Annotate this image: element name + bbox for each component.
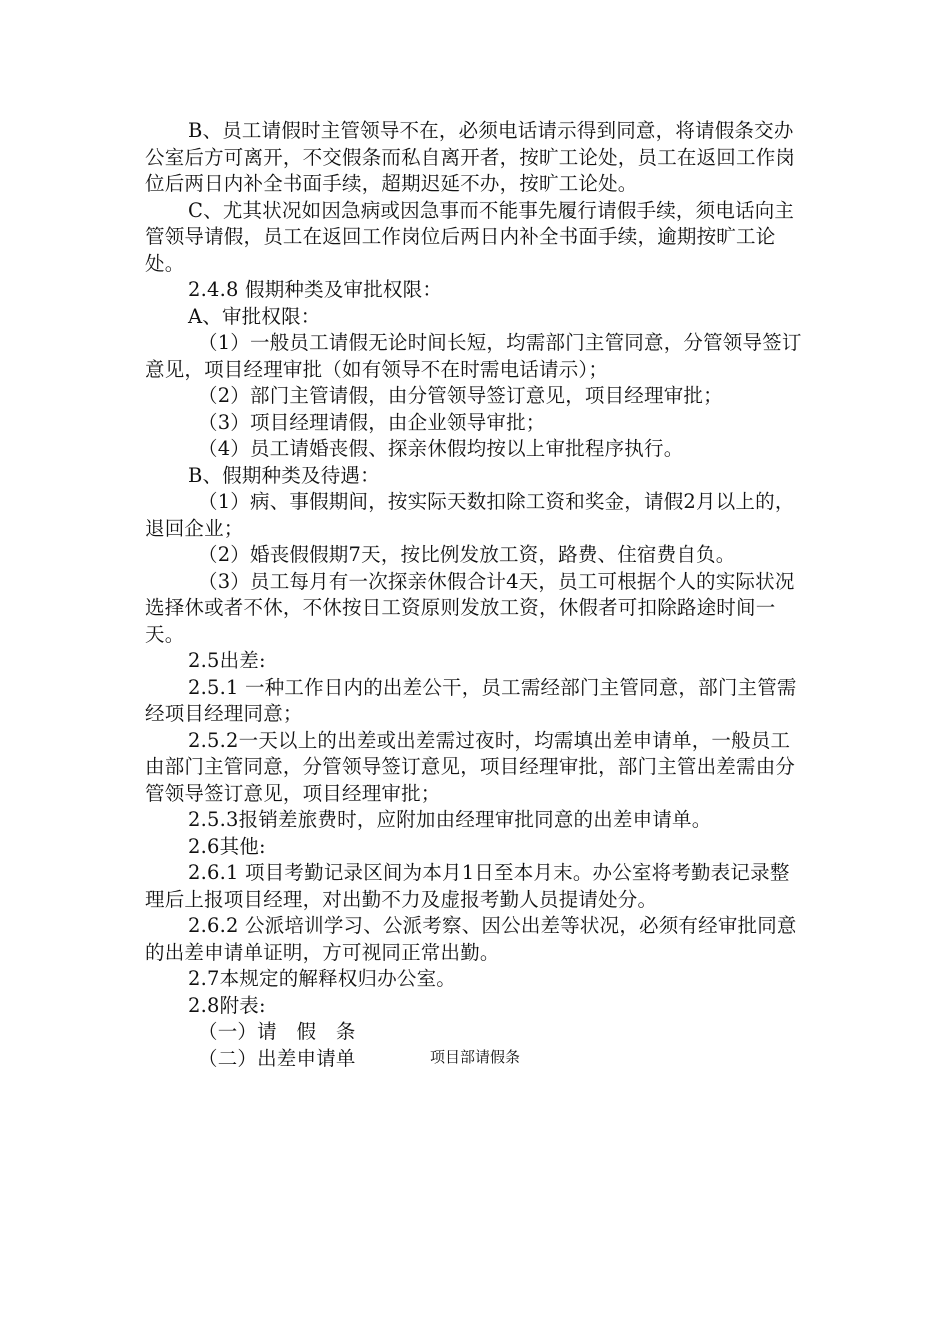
subheading-leave-types: B、假期种类及待遇： (188, 463, 380, 487)
paragraph-b-absent-supervisor: B、员工请假时主管领导不在，必须电话请示得到同意，将请假条交办公室后方可离开，不交假条而私自离开者，按旷工论处，员工在返回工作岗位后两日内补全书面手续，超期迟延不办，按旷工论处。 (145, 119, 796, 195)
document-body (145, 118, 807, 1072)
clause-2-6-1: 2.6.1 项目考勤记录区间为本月1日至本月末。办公室将考勤表记录整理后上报项目经理，对出勤不力及虚报考勤人员提请处分。 (145, 861, 790, 911)
section-heading-2-5: 2.5出差: (188, 649, 266, 672)
leave-type-item-1: （1）病、事假期间，按实际天数扣除工资和奖金，请假2月以上的，退回企业； (145, 490, 795, 540)
clause-2-6-2: 2.6.2 公派培训学习、公派考察、因公出差等状况，必须有经审批同意的出差申请单证明，方可视同正常出勤。 (145, 914, 797, 964)
clause-2-5-3: 2.5.3报销差旅费时，应附加由经理审批同意的出差申请单。 (188, 808, 712, 831)
subheading-approval-authority: A、审批权限： (188, 304, 321, 328)
approval-item-3: （3）项目经理请假，由企业领导审批； (198, 410, 546, 434)
leave-type-item-3: （3）员工每月有一次探亲休假合计4天，员工可根据个人的实际状况选择休或者不休，不休按日工资原则发放工资，休假者可扣除路途时间一天。 (145, 569, 795, 646)
clause-2-7: 2.7本规定的解释权归办公室。 (188, 967, 457, 990)
clause-2-5-2: 2.5.2一天以上的出差或出差需过夜时，均需填出差申请单，一般员工由部门主管同意，分管领导签订意见，项目经理审批，部门主管出差需由分管领导签订意见，项目经理审批； (145, 728, 796, 805)
section-heading-2-4-8: 2.4.8 假期种类及审批权限： (188, 278, 443, 301)
attachment-item-2: （二）出差申请单 (198, 1046, 356, 1070)
paragraph-c-emergency-leave: C、尤其状况如因急病或因急事而不能事先履行请假手续，须电话向主管领导请假，员工在返回工作岗位后两日内补全书面手续，逾期按旷工论处。 (145, 198, 795, 275)
section-heading-2-6: 2.6其他: (188, 834, 266, 858)
attachment-item-1: （一）请 假 条 (198, 1020, 356, 1043)
approval-item-1: （1）一般员工请假无论时间长短，均需部门主管同意，分管领导签订意见，项目经理审批（如有领导不在时需电话请示）； (145, 331, 802, 381)
leave-type-item-2: （2）婚丧假假期7天，按比例发放工资，路费、住宿费自负。 (198, 543, 736, 566)
clause-2-5-1: 2.5.1 一种工作日内的出差公干，员工需经部门主管同意，部门主管需经项目经理同意； (145, 675, 797, 725)
section-heading-2-8: 2.8附表: (188, 993, 266, 1017)
form-title: 项目部请假条 (429, 1048, 520, 1066)
approval-item-4: （4）员工请婚丧假、探亲休假均按以上审批程序执行。 (198, 437, 684, 460)
approval-item-2: （2）部门主管请假，由分管领导签订意见，项目经理审批； (198, 384, 723, 407)
